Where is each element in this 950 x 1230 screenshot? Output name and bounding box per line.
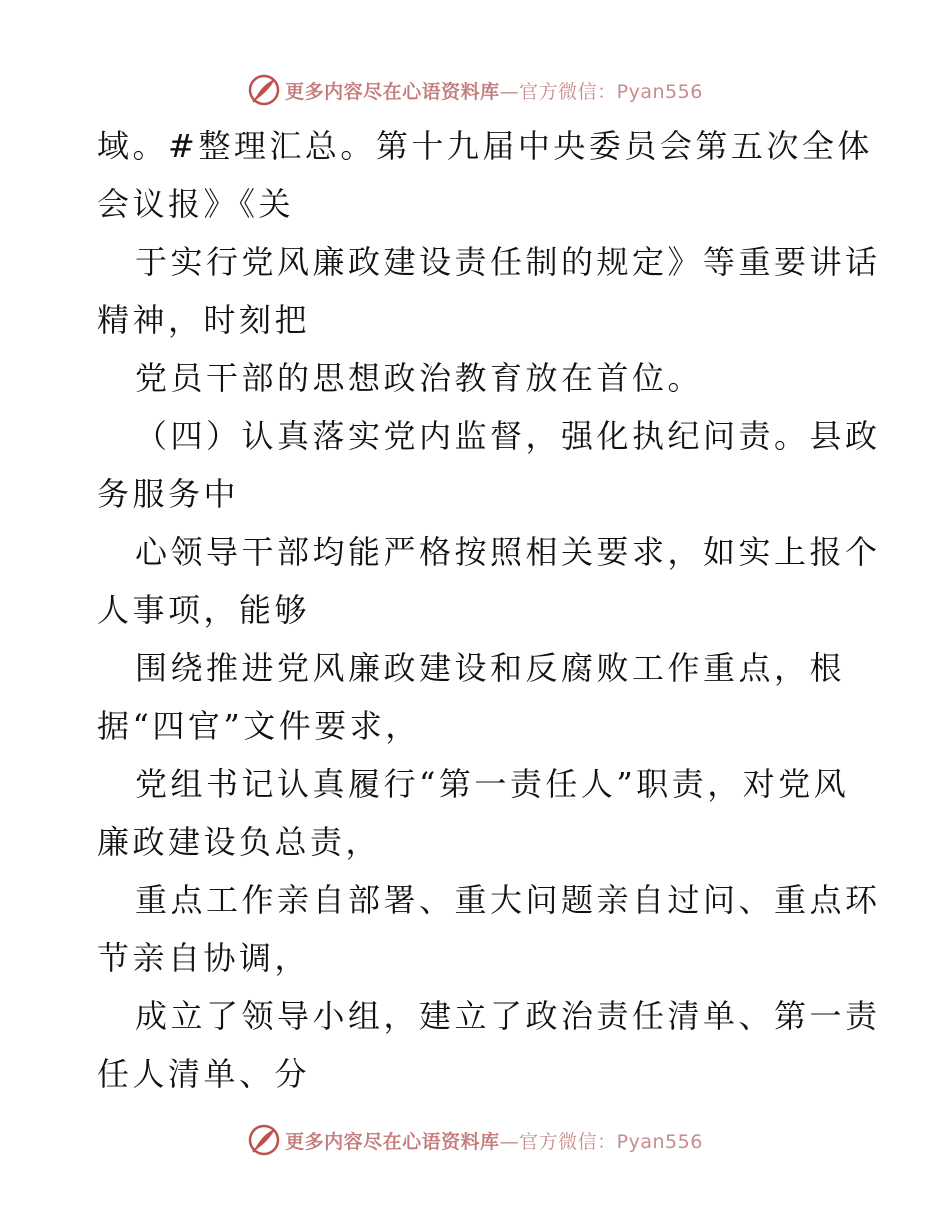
header-watermark-text — [285, 77, 703, 104]
footer-watermark-banner — [0, 1120, 950, 1160]
body-line: 党组书记认真履行“第一责任人”职责，对党风 — [135, 765, 850, 803]
body-line: 域。#整理汇总。第十九届中央委员会第五次全体 — [97, 127, 873, 165]
header-watermark-brand: 更多内容尽在心语资料库 — [285, 80, 500, 103]
body-line: 据“四官”文件要求， — [97, 707, 421, 745]
body-line: 心领导干部均能严格按照相关要求，如实上报个 — [135, 533, 881, 571]
body-line: 务服务中 — [97, 475, 240, 513]
body-line: 任人清单、分 — [97, 1055, 311, 1093]
body-line: （四）认真落实党内监督，强化执纪问责。县政 — [135, 417, 881, 455]
body-line: 成立了领导小组，建立了政治责任清单、第一责 — [135, 997, 881, 1035]
body-line: 于实行党风廉政建设责任制的规定》等重要讲话 — [135, 243, 881, 281]
body-line: 党员干部的思想政治教育放在首位。 — [135, 359, 704, 397]
header-watermark-banner — [0, 70, 950, 110]
body-line: 精神，时刻把 — [97, 301, 311, 339]
body-line: 会议报》《关 — [97, 185, 295, 223]
footer-watermark-text — [285, 1127, 703, 1154]
footer-watermark-brand: 更多内容尽在心语资料库 — [285, 1130, 500, 1153]
footer-watermark-contact: —官方微信：Pyan556 — [499, 1130, 703, 1153]
body-line: 廉政建设负总责， — [97, 823, 382, 861]
body-line: 人事项，能够 — [97, 591, 311, 629]
body-line: 围绕推进党风廉政建设和反腐败工作重点，根 — [135, 649, 846, 687]
header-watermark-contact: —官方微信：Pyan556 — [499, 80, 703, 103]
feather-pen-logo-icon — [247, 1123, 281, 1157]
feather-pen-logo-icon — [247, 73, 281, 107]
body-line: 节亲自协调， — [97, 939, 311, 977]
body-line: 重点工作亲自部署、重大问题亲自过问、重点环 — [135, 881, 881, 919]
